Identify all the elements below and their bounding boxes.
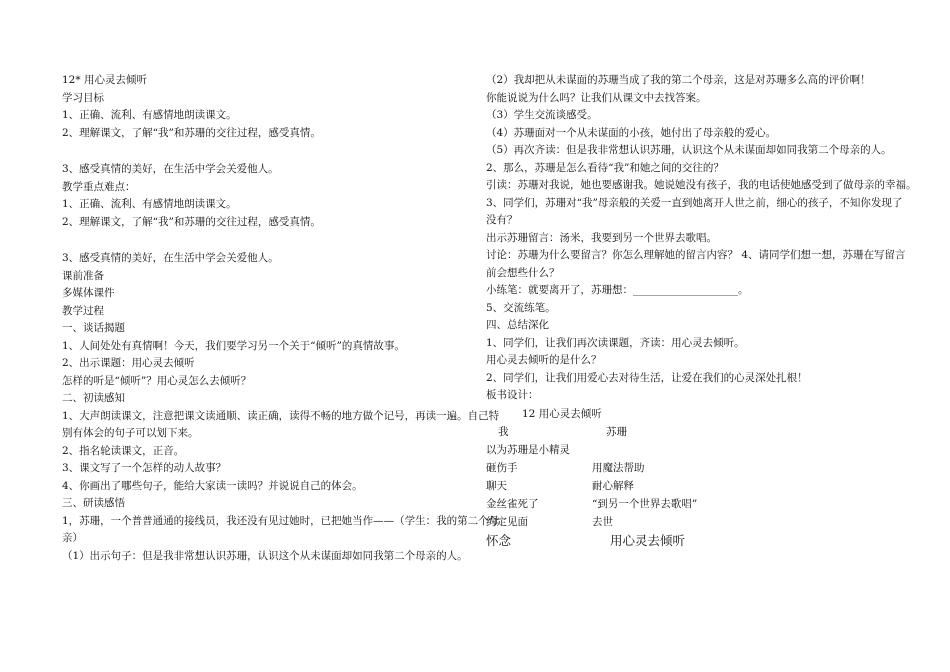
text-line: 亲） [62, 532, 83, 544]
text-line: 小练笔：就要离开了，苏珊想：____________________。 [486, 284, 749, 296]
text-line: 课前准备 [62, 269, 104, 282]
text-line: 3、感受真情的美好，在生活中学会关爱他人。 [62, 163, 279, 175]
text-line: 学习目标 [62, 91, 104, 104]
text-line: （4）苏珊面对一个从未谋面的小孩，她付出了母亲般的爱心。 [486, 126, 777, 139]
text-line: 2、指名轮读课文，正音。 [62, 444, 185, 457]
text-line: 教学过程 [62, 304, 104, 317]
text-line: 1、同学们，让我们再次读课题，齐读：用心灵去倾听。 [486, 336, 745, 349]
board-rows [486, 441, 906, 531]
blank-line [62, 231, 472, 250]
text-line: 别有体会的句子可以划下来。 [62, 427, 199, 439]
board-row [486, 441, 906, 459]
text-line: 二、初读感知 [62, 392, 125, 404]
board-row [486, 459, 906, 477]
text-line: 引读：苏珊对我说，她也要感谢我。她说她没有孩子，我的电话使她感受到了做母亲的幸福。 [486, 179, 917, 191]
blank-line [62, 142, 472, 161]
text-line: 5、交流练笔。 [486, 301, 556, 314]
board-row-left: 聊天 [486, 479, 507, 492]
text-line: 3、感受真情的美好，在生活中学会关爱他人。 [62, 252, 279, 264]
board-row-right: 用魔法帮助 [592, 461, 645, 474]
board-row-right: “到另一个世界去歌唱” [592, 497, 698, 510]
board-row-left: 以为苏珊是小精灵 [486, 443, 570, 456]
text-line: 3、课文写了一个怎样的动人故事？ [62, 462, 227, 474]
board-head-left: 我 [498, 425, 509, 438]
text-line: 板书设计： [486, 389, 539, 401]
board-row [486, 513, 906, 531]
board-title: 12 用心灵去倾听 [522, 407, 602, 420]
text-line: 1、正确、流利、有感情地朗读课文。 [62, 198, 237, 210]
board-title-row [486, 405, 906, 423]
text-line: 多媒体课件 [62, 287, 115, 299]
text-line: 1，苏珊，一个普普通通的接线员，我还没有见过她时，已把她当作——（学生：我的第二个母 [62, 514, 500, 527]
right-text [486, 72, 917, 405]
board-footer-right: 用心灵去倾听 [610, 532, 686, 548]
board-row [486, 495, 906, 513]
board-row [486, 477, 906, 495]
board-row-left: 约定见面 [486, 515, 528, 528]
board-row-right: 耐心解释 [592, 479, 634, 492]
text-line: 四、总结深化 [486, 319, 549, 331]
text-line: 1、大声朗读课文，注意把课文读通顺、读正确，读得不畅的地方做个记号，再读一遍。自己特 [62, 409, 500, 422]
text-line: 2、那么，苏珊是怎么看待“我”和她之间的交往的？ [486, 161, 724, 174]
board-head-right: 苏珊 [606, 425, 627, 438]
text-line: 2、同学们，让我们用爱心去对待生活，让爱在我们的心灵深处扎根！ [486, 371, 808, 384]
text-line: 没有？ [486, 214, 518, 226]
board-row-right: 去世 [592, 515, 613, 528]
text-line: 4、你画出了哪些句子，能给大家读一读吗？并说说自己的体会。 [62, 479, 363, 492]
blackboard-design [486, 405, 906, 551]
text-line: （5）再次齐读：但是我非常想认识苏珊，认识这个从未谋面却如同我第二个母亲的人。 [486, 144, 892, 156]
text-line: 2、理解课文，了解“我”和苏珊的交往过程，感受真情。 [62, 126, 321, 139]
text-line: （2）我却把从未谋面的苏珊当成了我的第二个母亲，这是对苏珊多么高的评价啊！ [486, 74, 871, 86]
board-footer-row [486, 531, 906, 551]
text-line: 你能说说为什么吗？让我们从课文中去找答案。 [486, 91, 707, 104]
text-line: 三、研读感悟 [62, 497, 125, 509]
board-head-row [486, 423, 906, 441]
text-line: 教学重点难点： [62, 180, 136, 193]
text-line: 出示苏珊留言：汤米，我要到另一个世界去歌唱。 [486, 231, 717, 244]
board-row-left: 砸伤手 [486, 461, 518, 474]
text-line: 前会想些什么？ [486, 266, 560, 279]
text-line: 1、正确、流利、有感情地朗读课文。 [62, 109, 237, 121]
text-line: （3）学生交流谈感受。 [486, 109, 598, 121]
text-line: 3、同学们，苏珊对“我”母亲般的关爱一直到她离开人世之前，细心的孩子，不知你发现了 [486, 196, 903, 209]
right-column [486, 72, 917, 551]
text-line: （1）出示句子：但是我非常想认识苏珊，认识这个从未谋面却如同我第二个母亲的人。 [62, 549, 468, 562]
text-line: 讨论：苏珊为什么要留言？你怎么理解她的留言内容？ 4、请同学们想一想，苏珊在写留言 [486, 249, 906, 261]
text-line: 一、谈话揭题 [62, 322, 125, 334]
text-line: 1、人间处处有真情啊！今天，我们要学习另一个关于“倾听”的真情故事。 [62, 339, 405, 352]
text-line: 2、出示课题：用心灵去倾听 [62, 357, 195, 369]
board-row-left: 金丝雀死了 [486, 497, 539, 510]
text-line: 怎样的听是“倾听”？用心灵怎么去倾听？ [62, 374, 252, 387]
text-line: 用心灵去倾听的是什么？ [486, 354, 602, 366]
text-line: 12* 用心灵去倾听 [62, 74, 147, 86]
board-footer-left: 怀念 [486, 532, 512, 548]
text-line: 2、理解课文，了解“我”和苏珊的交往过程，感受真情。 [62, 215, 321, 228]
